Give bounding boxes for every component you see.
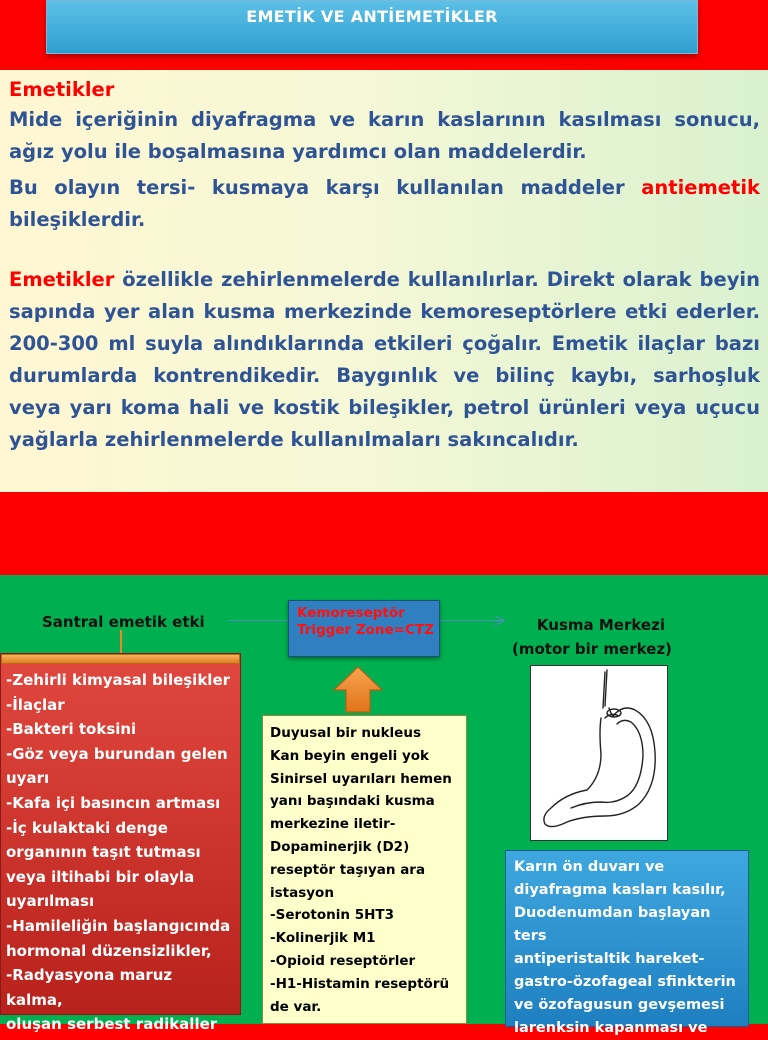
causes-box-header [1,654,240,664]
cause-line: uyarı [6,769,50,788]
right-arrowhead-icon [494,615,506,626]
vomit-info-box [506,851,748,1036]
cause-line: -İç kulaktaki denge [6,818,168,837]
santral-label: Santral emetik etki [42,613,205,631]
ctz-info-line: Kan beyin engeli yok [270,747,430,764]
ctz-info-line: Sinirsel uyarıları hemen [270,770,452,787]
ctz-info-line: -Serotonin 5HT3 [270,907,394,924]
slide-title: EMETİK VE ANTİEMETİKLER [246,7,498,26]
ctz-info-line: merkezine iletir- [270,816,396,833]
cause-line: -Kafa içi basıncın artması [6,793,221,812]
antiemetic-highlight: antiemetik [641,176,760,199]
cause-line: -Bakteri toksini [6,720,137,739]
cause-line: organının taşıt tutması [6,843,201,862]
kusma-merkezi-label [512,613,672,661]
ctz-info-box [262,715,467,1024]
cause-line: -Hamileliğin başlangıcında [6,916,231,935]
ctz-line1: Kemoreseptör [297,605,405,621]
vomit-info-line: antiperistaltik hareket- [514,951,705,967]
ctz-info-line: -Kolinerjik M1 [270,930,376,947]
stomach-illustration [530,665,668,841]
cause-line: -Zehirli kimyasal bileşikler [6,671,231,689]
cause-line: -Radyasyona maruz kalma, [6,966,173,1009]
definition-paragraph: Mide içeriğinin diyafragma ve karın kaslarının kasılması sonucu, ağız yolu ile boşalmasına yardımcı olan maddelerdir. [9,108,760,163]
antiemetic-paragraph [9,172,760,236]
causes-box [1,654,240,1034]
ctz-info-line: Dopaminerjik (D2) [270,838,410,855]
kusma-line1: Kusma Merkezi [536,616,665,634]
usage-text: özellikle zehirlenmelerde kullanılırlar. Direkt olarak beyin sapında yer alan kusma merkezinde kemoreseptörlere etki ederler. 200-300 ml suyla alındıklarında etkileri çoğalır. Emetik ilaçlar bazı durumlarda kontrendikedir. Baygınlık ve bilinç kaybı, sarhoşluk veya yarı koma hali ve kostik bileşikler, petrol ürünleri veya uçucu yağlarla zehirlenmelerde kullanılmaları sakıncalıdır. [9,268,760,451]
ctz-info-line: -H1-Histamin reseptörü [270,975,450,992]
causes-list [6,668,234,1037]
vomit-info-line: ve özofagusun gevşemesi [514,997,725,1013]
vomit-info-line: Karın ön duvarı ve [514,859,665,875]
vomit-info-line: larenksin kapanması ve [514,1020,708,1036]
connector-left [228,620,288,621]
antiemetic-text-start: Bu olayın tersi- kusmaya karşı kullanılan maddeler [9,176,642,199]
ctz-box [288,600,440,657]
stomach-icon [531,666,667,840]
ctz-info-line: yanı başındaki kusma [270,793,435,810]
vomit-info-line: Duodenumdan başlayan ters [514,905,711,944]
ctz-info-line: de var. [270,998,322,1015]
vomit-info-line: gastro-özofageal sfinkterin [514,974,736,990]
emetikler-heading: Emetikler [9,78,115,101]
kusma-line2: (motor bir merkez) [512,640,672,658]
up-arrow-icon [333,666,383,713]
cause-line: oluşan serbest radikaller [6,1015,218,1034]
ctz-info-line: -Opioid reseptörler [270,952,416,969]
antiemetic-text-end: bileşiklerdir. [9,208,146,231]
ctz-info-line: reseptör taşıyan ara [270,861,426,878]
ctz-info-line: istasyon [270,884,334,901]
usage-highlight: Emetikler [9,268,115,291]
content-box [0,70,768,492]
spacer [9,236,760,264]
usage-paragraph [9,264,760,456]
ctz-info-line: Duyusal bir nukleus [270,725,421,741]
title-bar [46,0,698,54]
ctz-line2: Trigger Zone=CTZ [297,622,434,638]
cause-line: -Göz veya burundan gelen [6,744,228,763]
cause-line: uyarılması [6,892,95,911]
cause-line: -İlaçlar [6,695,65,714]
cause-line: hormonal düzensizlikler, [6,941,212,960]
connector-right [440,620,502,621]
cause-line: veya iltihabi bir olayla [6,867,195,886]
vomit-info-line: diyafragma kasları kasılır, [514,882,726,898]
